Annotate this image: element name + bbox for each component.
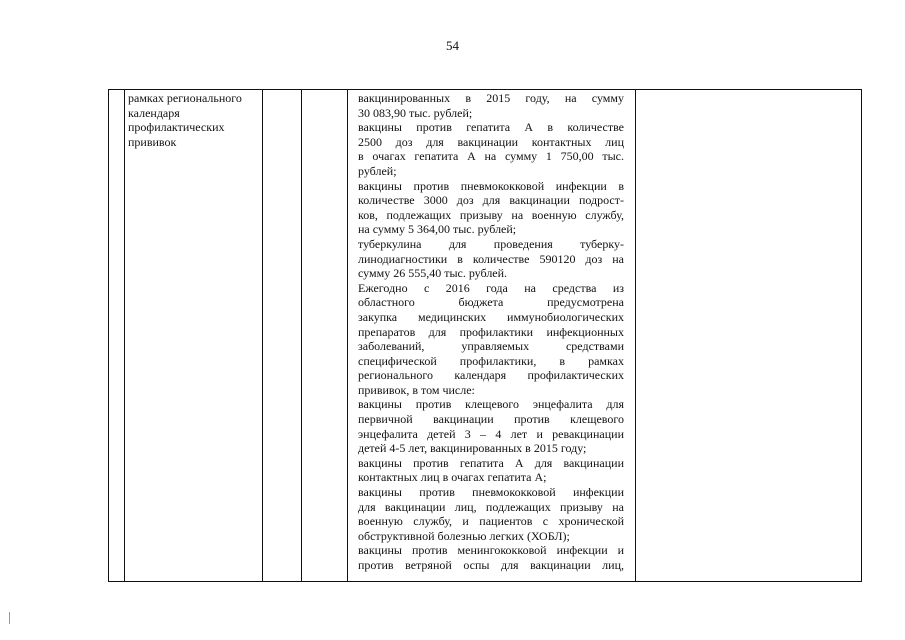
- description-line: вакцины против гепатита А для вакцинации: [358, 455, 624, 470]
- description-line: 30 083,90 тыс. рублей;: [358, 105, 473, 120]
- description-line: количестве 3000 доз для вакцинации подрост-: [358, 193, 624, 208]
- column-divider: [124, 90, 125, 581]
- description-line: прививок, в том числе:: [358, 382, 475, 397]
- description-line: вакцины против гепатита А в количестве: [358, 120, 624, 135]
- description-line: специфической профилактики, в рамках: [358, 353, 624, 368]
- description-line: первичной вакцинации против клещевого: [358, 412, 624, 427]
- description-line: линодиагностики в количестве 590120 доз на: [358, 251, 624, 266]
- document-table: [108, 89, 862, 582]
- description-line: вакцины против пневмококковой инфекции: [358, 485, 624, 500]
- description-line: рублей;: [358, 163, 397, 178]
- description-line: вакцины против клещевого энцефалита для: [358, 397, 624, 412]
- description-line: туберкулина для проведения туберку-: [358, 236, 624, 251]
- description-line: против ветряной оспы для вакцинации лиц,: [358, 558, 624, 572]
- description-line: военную службу, и пациентов с хронической: [358, 514, 624, 529]
- description-line: для вакцинации лиц, подлежащих призыву на: [358, 499, 624, 514]
- page-number: 54: [446, 38, 459, 53]
- description-line: 2500 доз для вакцинации контактных лиц: [358, 134, 624, 149]
- table-cell-purpose: рамках регионального календаря профилактических прививок: [128, 91, 242, 149]
- description-line: препаратов для профилактики инфекционных: [358, 324, 624, 339]
- column-divider: [347, 90, 348, 581]
- table-cell-description: [358, 91, 624, 573]
- description-line: закупка медицинских иммунобиологических: [358, 309, 624, 324]
- column-divider: [262, 90, 263, 581]
- description-line: регионального календаря профилактических: [358, 368, 624, 383]
- description-line: заболеваний, управляемых средствами: [358, 339, 624, 354]
- description-line: вакцины против менингококковой инфекции и: [358, 543, 624, 558]
- description-line: областного бюджета предусмотрена: [358, 295, 624, 310]
- scan-margin-mark: [9, 612, 10, 624]
- description-line: в очагах гепатита А на сумму 1 750,00 тыс.: [358, 149, 624, 164]
- description-line: контактных лиц в очагах гепатита А;: [358, 470, 547, 485]
- column-divider: [635, 90, 636, 581]
- description-line: энцефалита детей 3 – 4 лет и ревакцинации: [358, 426, 624, 441]
- description-line: ков, подлежащих призыву на военную службу,: [358, 207, 624, 222]
- description-line: вакцинированных в 2015 году, на сумму: [358, 91, 624, 105]
- column-divider: [301, 90, 302, 581]
- description-line: на сумму 5 364,00 тыс. рублей;: [358, 222, 517, 237]
- description-line: детей 4-5 лет, вакцинированных в 2015 году;: [358, 441, 587, 456]
- description-line: вакцины против пневмококковой инфекции в: [358, 178, 624, 193]
- description-line: Ежегодно с 2016 года на средства из: [358, 280, 624, 295]
- description-line: обструктивной болезнью легких (ХОБЛ);: [358, 528, 570, 543]
- description-line: сумму 26 555,40 тыс. рублей.: [358, 266, 508, 281]
